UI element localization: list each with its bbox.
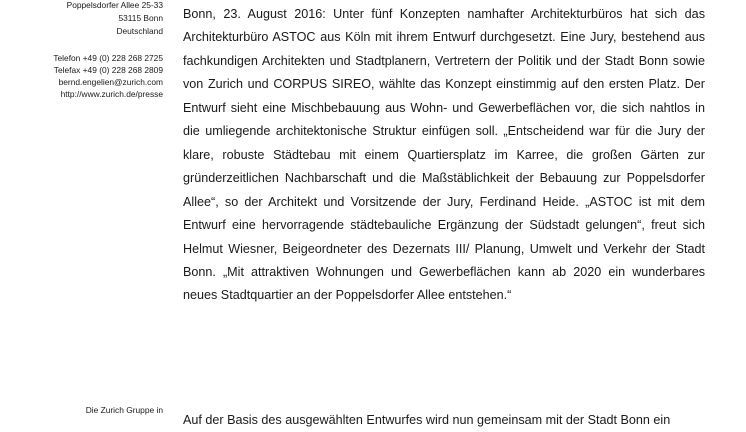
contact-website[interactable]: http://www.zurich.de/presse: [60, 89, 163, 99]
article-next-paragraph-text: Auf der Basis des ausgewählten Entwurfes wird nun gemeinsam mit der Stadt Bonn ein: [183, 413, 671, 427]
contact-email[interactable]: bernd.engelien@zurich.com: [58, 77, 163, 87]
contact-country: Deutschland: [116, 26, 163, 36]
article-body: [183, 3, 705, 308]
contact-phone: Telefon +49 (0) 228 268 2725: [53, 53, 163, 63]
contact-sidebar: [0, 0, 163, 419]
article-next-paragraph: [183, 399, 705, 427]
contact-fax: Telefax +49 (0) 228 268 2809: [53, 65, 163, 75]
sidebar-footer-heading: Die Zurich Gruppe in: [85, 405, 163, 415]
contact-street: Poppelsdorfer Allee 25-33: [66, 0, 163, 10]
contact-city: 53115 Bonn: [118, 13, 163, 23]
article-paragraph: Bonn, 23. August 2016: Unter fünf Konzepten namhafter Architekturbüros hat sich das Architekturbüro ASTOC aus Köln mit ihrem Entwurf durchgesetzt. Eine Jury, bestehend aus fachkundigen Architekten und Stadtplanern, Vertretern der Politik und der Stadt Bonn sowie von Zurich und CORPUS SIREO, wählte das Konzept einstimmig auf den ersten Platz. Der Entwurf sieht eine Mischbebauung aus Wohn- und Gewerbeflächen vor, die sich nahtlos in die umliegende architektonische Struktur einfügen soll. „Entscheidend war für die Jury der klare, robuste Städtebau mit einem Quartiersplatz im Karree, die großen Gärten zur gründerzeitlichen Nachbarschaft und die Maßstäblichkeit der Bebauung zur Poppelsdorfer Allee“, so der Architekt und Vorsitzende der Jury, Ferdinand Heide. „ASTOC ist mit dem Entwurf eine hervorragende städtebauliche Ergänzung der Südstadt gelungen“, freut sich Helmut Wiesner, Beigeordneter des Dezernats III/ Planung, Umwelt und Verkehr der Stadt Bonn. „Mit attraktiven Wohnungen und Gewerbeflächen kann ab 2020 ein wunderbares neues Stadtquartier an der Poppelsdorfer Allee entstehen.“: [183, 7, 705, 303]
